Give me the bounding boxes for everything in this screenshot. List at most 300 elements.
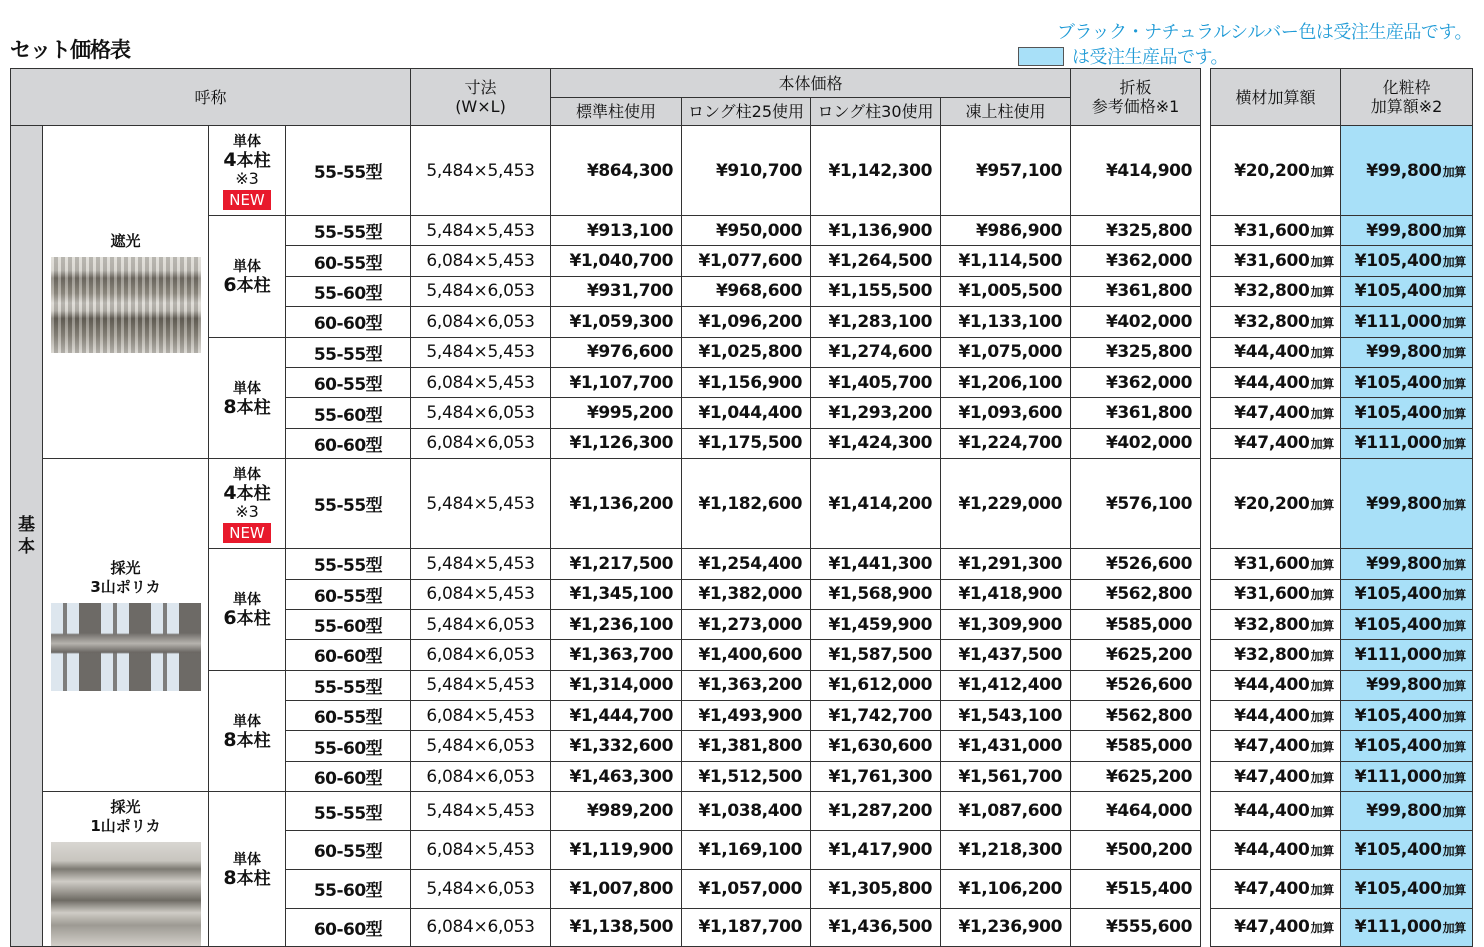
- add-suffix: 加算: [1442, 164, 1466, 179]
- standard-post-price: ¥1,363,700: [551, 640, 682, 670]
- frost-post-price: ¥1,543,100: [941, 701, 1071, 731]
- folded-plate-price: ¥526,600: [1071, 670, 1201, 700]
- add-suffix: 加算: [1442, 497, 1466, 512]
- cross-member-price: [1211, 731, 1341, 761]
- dimension-cell: 5,484×6,053: [411, 609, 551, 639]
- decorative-frame-amount: ¥99,800: [1366, 553, 1442, 574]
- post-config-prefix: 単体: [233, 380, 261, 397]
- cross-member-price: [1211, 869, 1341, 908]
- column-gap: [1201, 640, 1211, 670]
- cross-member-price: [1211, 831, 1341, 870]
- model-cell: 55-60型: [286, 609, 411, 639]
- standard-post-price: ¥1,236,100: [551, 609, 682, 639]
- cross-member-amount: ¥31,600: [1234, 553, 1310, 574]
- header-long-post-30: ロング柱30使用: [811, 98, 941, 126]
- column-gap: [1201, 908, 1211, 947]
- add-suffix: 加算: [1310, 437, 1334, 452]
- dimension-cell: 6,084×5,453: [411, 579, 551, 609]
- post-unit: 本柱: [236, 483, 271, 504]
- folded-plate-price: ¥325,800: [1071, 337, 1201, 367]
- column-gap: [1201, 337, 1211, 367]
- long-post-30-price: ¥1,612,000: [811, 670, 941, 700]
- folded-plate-price: ¥500,200: [1071, 831, 1201, 870]
- decorative-frame-amount: ¥111,000: [1354, 311, 1442, 332]
- cross-member-price: [1211, 367, 1341, 397]
- column-gap: [1201, 126, 1211, 216]
- post-count: 8: [223, 728, 237, 751]
- cross-member-amount: ¥47,400: [1234, 878, 1310, 899]
- add-suffix: 加算: [1310, 557, 1334, 572]
- add-suffix: 加算: [1442, 921, 1466, 936]
- long-post-30-price: ¥1,287,200: [811, 792, 941, 831]
- frost-post-price: ¥1,087,600: [941, 792, 1071, 831]
- standard-post-price: ¥1,444,700: [551, 701, 682, 731]
- header-frost-post: 凍上柱使用: [941, 98, 1071, 126]
- cross-member-price: [1211, 670, 1341, 700]
- roof-type: 採光: [110, 798, 141, 817]
- long-post-25-price: ¥1,512,500: [682, 761, 811, 791]
- decorative-frame-price: [1341, 731, 1473, 761]
- add-suffix: 加算: [1310, 921, 1334, 936]
- roof-photo: [51, 257, 201, 353]
- model-cell: 60-60型: [286, 761, 411, 791]
- frost-post-price: ¥1,133,100: [941, 307, 1071, 337]
- post-unit: 本柱: [236, 609, 271, 630]
- dimension-cell: 6,084×6,053: [411, 761, 551, 791]
- post-config-prefix: 単体: [233, 592, 261, 609]
- long-post-25-price: ¥1,254,400: [682, 549, 811, 579]
- add-suffix: 加算: [1442, 740, 1466, 755]
- cross-member-amount: ¥47,400: [1234, 736, 1310, 757]
- post-config-cell: [209, 459, 286, 549]
- standard-post-price: ¥1,345,100: [551, 579, 682, 609]
- post-config-cell: [209, 216, 286, 338]
- decorative-frame-price: [1341, 579, 1473, 609]
- table-row: [11, 670, 1473, 700]
- cross-member-price: [1211, 337, 1341, 367]
- dimension-cell: 6,084×5,453: [411, 246, 551, 276]
- roof-type-cell: [43, 459, 209, 792]
- price-table-body: [11, 126, 1473, 947]
- dimension-cell: 5,484×5,453: [411, 792, 551, 831]
- add-suffix: 加算: [1310, 224, 1334, 239]
- dimension-cell: 5,484×5,453: [411, 126, 551, 216]
- long-post-30-price: ¥1,742,700: [811, 701, 941, 731]
- decorative-frame-amount: ¥105,400: [1354, 705, 1442, 726]
- decorative-frame-amount: ¥105,400: [1354, 251, 1442, 272]
- folded-plate-price: ¥562,800: [1071, 701, 1201, 731]
- folded-plate-price: ¥576,100: [1071, 459, 1201, 549]
- standard-post-price: ¥1,217,500: [551, 549, 682, 579]
- add-suffix: 加算: [1310, 679, 1334, 694]
- dimension-cell: 5,484×6,053: [411, 398, 551, 428]
- add-suffix: 加算: [1442, 376, 1466, 391]
- decorative-frame-price: [1341, 276, 1473, 306]
- table-row: [11, 792, 1473, 831]
- frost-post-price: ¥1,437,500: [941, 640, 1071, 670]
- folded-plate-price: ¥562,800: [1071, 579, 1201, 609]
- model-cell: 60-60型: [286, 640, 411, 670]
- post-config-prefix: 単体: [233, 713, 261, 730]
- cross-member-price: [1211, 246, 1341, 276]
- decorative-frame-price: [1341, 869, 1473, 908]
- standard-post-price: ¥1,463,300: [551, 761, 682, 791]
- decorative-frame-amount: ¥99,800: [1366, 675, 1442, 696]
- long-post-25-price: ¥1,175,500: [682, 428, 811, 458]
- column-gap: [1201, 367, 1211, 397]
- decorative-frame-amount: ¥105,400: [1354, 736, 1442, 757]
- frost-post-price: ¥1,431,000: [941, 731, 1071, 761]
- post-unit: 本柱: [236, 397, 271, 418]
- post-count: 8: [223, 867, 237, 890]
- standard-post-price: ¥1,136,200: [551, 459, 682, 549]
- add-suffix: 加算: [1442, 557, 1466, 572]
- cross-member-price: [1211, 216, 1341, 246]
- cross-member-amount: ¥44,400: [1234, 372, 1310, 393]
- cross-member-amount: ¥47,400: [1234, 766, 1310, 787]
- cross-member-amount: ¥44,400: [1234, 801, 1310, 822]
- dimension-cell: 5,484×5,453: [411, 216, 551, 246]
- long-post-30-price: ¥1,405,700: [811, 367, 941, 397]
- cross-member-price: [1211, 640, 1341, 670]
- decorative-frame-price: [1341, 670, 1473, 700]
- header-deco-line2: 加算額※2: [1370, 97, 1443, 116]
- long-post-30-price: ¥1,283,100: [811, 307, 941, 337]
- decorative-frame-amount: ¥105,400: [1354, 839, 1442, 860]
- long-post-30-price: ¥1,441,300: [811, 549, 941, 579]
- long-post-30-price: ¥1,436,500: [811, 908, 941, 947]
- long-post-30-price: ¥1,761,300: [811, 761, 941, 791]
- column-gap: [1201, 731, 1211, 761]
- frost-post-price: ¥957,100: [941, 126, 1071, 216]
- column-gap: [1201, 276, 1211, 306]
- decorative-frame-price: [1341, 337, 1473, 367]
- long-post-30-price: ¥1,630,600: [811, 731, 941, 761]
- post-count: 4: [223, 481, 237, 504]
- model-cell: 55-55型: [286, 792, 411, 831]
- decorative-frame-price: [1341, 246, 1473, 276]
- add-suffix: 加算: [1310, 346, 1334, 361]
- cross-member-price: [1211, 549, 1341, 579]
- long-post-30-price: ¥1,264,500: [811, 246, 941, 276]
- folded-plate-price: ¥402,000: [1071, 428, 1201, 458]
- long-post-25-price: ¥968,600: [682, 276, 811, 306]
- frost-post-price: ¥1,236,900: [941, 908, 1071, 947]
- decorative-frame-amount: ¥105,400: [1354, 372, 1442, 393]
- roof-type-cell: [43, 792, 209, 947]
- add-suffix: 加算: [1310, 843, 1334, 858]
- decorative-frame-price: [1341, 640, 1473, 670]
- model-cell: 55-55型: [286, 670, 411, 700]
- cross-member-amount: ¥44,400: [1234, 839, 1310, 860]
- dimension-cell: 6,084×5,453: [411, 701, 551, 731]
- long-post-25-price: ¥1,156,900: [682, 367, 811, 397]
- add-suffix: 加算: [1310, 376, 1334, 391]
- decorative-frame-price: [1341, 701, 1473, 731]
- cross-member-amount: ¥31,600: [1234, 251, 1310, 272]
- column-gap: [1201, 307, 1211, 337]
- decorative-frame-price: [1341, 367, 1473, 397]
- page-title: セット価格表: [10, 38, 130, 62]
- add-suffix: 加算: [1442, 770, 1466, 785]
- standard-post-price: ¥913,100: [551, 216, 682, 246]
- model-cell: 60-60型: [286, 908, 411, 947]
- frost-post-price: ¥1,412,400: [941, 670, 1071, 700]
- post-unit: 本柱: [236, 730, 271, 751]
- post-config-prefix: 単体: [233, 852, 261, 869]
- decorative-frame-amount: ¥105,400: [1354, 281, 1442, 302]
- decorative-frame-amount: ¥99,800: [1366, 342, 1442, 363]
- folded-plate-price: ¥515,400: [1071, 869, 1201, 908]
- cross-member-amount: ¥47,400: [1234, 403, 1310, 424]
- dimension-cell: 6,084×6,053: [411, 428, 551, 458]
- decorative-frame-price: [1341, 428, 1473, 458]
- long-post-25-price: ¥1,077,600: [682, 246, 811, 276]
- dimension-cell: 6,084×6,053: [411, 307, 551, 337]
- post-config-prefix: 単体: [233, 466, 261, 483]
- long-post-25-price: ¥950,000: [682, 216, 811, 246]
- cross-member-price: [1211, 761, 1341, 791]
- frost-post-price: ¥986,900: [941, 216, 1071, 246]
- header-name: 呼称: [11, 69, 411, 126]
- table-row: [11, 216, 1473, 246]
- long-post-30-price: ¥1,136,900: [811, 216, 941, 246]
- cross-member-price: [1211, 459, 1341, 549]
- model-cell: 55-55型: [286, 337, 411, 367]
- header-deco-line1: 化粧枠: [1382, 78, 1431, 97]
- folded-plate-price: ¥325,800: [1071, 216, 1201, 246]
- cross-member-price: [1211, 579, 1341, 609]
- add-suffix: 加算: [1310, 407, 1334, 422]
- swatch-legend: [1018, 43, 1228, 69]
- decorative-frame-amount: ¥105,400: [1354, 403, 1442, 424]
- cross-member-amount: ¥32,800: [1234, 644, 1310, 665]
- standard-post-price: ¥931,700: [551, 276, 682, 306]
- cross-member-amount: ¥44,400: [1234, 342, 1310, 363]
- decorative-frame-amount: ¥105,400: [1354, 878, 1442, 899]
- cross-member-price: [1211, 307, 1341, 337]
- long-post-30-price: ¥1,305,800: [811, 869, 941, 908]
- model-cell: 60-55型: [286, 246, 411, 276]
- roof-type-sub: 1山ポリカ: [90, 817, 161, 836]
- add-suffix: 加算: [1310, 588, 1334, 603]
- long-post-25-price: ¥1,057,000: [682, 869, 811, 908]
- long-post-25-price: ¥1,400,600: [682, 640, 811, 670]
- standard-post-price: ¥1,332,600: [551, 731, 682, 761]
- header-folded-plate: [1071, 69, 1201, 126]
- cross-member-amount: ¥31,600: [1234, 220, 1310, 241]
- model-cell: 60-55型: [286, 367, 411, 397]
- frost-post-price: ¥1,291,300: [941, 549, 1071, 579]
- long-post-25-price: ¥1,182,600: [682, 459, 811, 549]
- column-gap: [1201, 869, 1211, 908]
- post-config-prefix: 単体: [233, 133, 261, 150]
- decorative-frame-price: [1341, 398, 1473, 428]
- roof-type: 採光: [110, 559, 141, 578]
- standard-post-price: ¥1,107,700: [551, 367, 682, 397]
- add-suffix: 加算: [1310, 315, 1334, 330]
- long-post-25-price: ¥1,363,200: [682, 670, 811, 700]
- header-standard-post: 標準柱使用: [551, 98, 682, 126]
- post-unit: 本柱: [236, 869, 271, 890]
- add-suffix: 加算: [1442, 346, 1466, 361]
- add-suffix: 加算: [1310, 882, 1334, 897]
- decorative-frame-price: [1341, 549, 1473, 579]
- cross-member-amount: ¥31,600: [1234, 584, 1310, 605]
- standard-post-price: ¥1,314,000: [551, 670, 682, 700]
- long-post-30-price: ¥1,414,200: [811, 459, 941, 549]
- frost-post-price: ¥1,106,200: [941, 869, 1071, 908]
- cross-member-amount: ¥20,200: [1234, 160, 1310, 181]
- roof-photo: [51, 603, 201, 691]
- post-count: 6: [223, 607, 237, 630]
- decorative-frame-price: [1341, 216, 1473, 246]
- column-gap: [1201, 579, 1211, 609]
- column-gap: [1201, 831, 1211, 870]
- standard-post-price: ¥1,059,300: [551, 307, 682, 337]
- decorative-frame-price: [1341, 908, 1473, 947]
- model-cell: 55-55型: [286, 549, 411, 579]
- add-suffix: 加算: [1442, 618, 1466, 633]
- post-config-cell: [209, 792, 286, 947]
- add-suffix: 加算: [1310, 164, 1334, 179]
- add-suffix: 加算: [1442, 224, 1466, 239]
- add-suffix: 加算: [1310, 497, 1334, 512]
- folded-plate-price: ¥625,200: [1071, 761, 1201, 791]
- cross-member-price: [1211, 126, 1341, 216]
- add-suffix: 加算: [1442, 588, 1466, 603]
- column-gap: [1201, 792, 1211, 831]
- frost-post-price: ¥1,093,600: [941, 398, 1071, 428]
- frost-post-price: ¥1,075,000: [941, 337, 1071, 367]
- folded-plate-price: ¥361,800: [1071, 276, 1201, 306]
- folded-plate-price: ¥585,000: [1071, 731, 1201, 761]
- frost-post-price: ¥1,206,100: [941, 367, 1071, 397]
- long-post-25-price: ¥1,044,400: [682, 398, 811, 428]
- dimension-cell: 5,484×5,453: [411, 549, 551, 579]
- standard-post-price: ¥1,119,900: [551, 831, 682, 870]
- decorative-frame-amount: ¥111,000: [1354, 766, 1442, 787]
- model-cell: 55-60型: [286, 731, 411, 761]
- dimension-cell: 5,484×5,453: [411, 670, 551, 700]
- roof-type-cell: [43, 126, 209, 459]
- swatch-legend-text: は受注生産品です。: [1072, 47, 1229, 68]
- header-dim-line2: (W×L): [455, 97, 506, 116]
- long-post-25-price: ¥1,382,000: [682, 579, 811, 609]
- model-cell: 60-55型: [286, 579, 411, 609]
- add-suffix: 加算: [1310, 805, 1334, 820]
- cross-member-price: [1211, 276, 1341, 306]
- long-post-30-price: ¥1,417,900: [811, 831, 941, 870]
- column-gap: [1201, 459, 1211, 549]
- frost-post-price: ¥1,229,000: [941, 459, 1071, 549]
- long-post-30-price: ¥1,568,900: [811, 579, 941, 609]
- roof-type: 遮光: [110, 231, 141, 250]
- decorative-frame-amount: ¥111,000: [1354, 917, 1442, 938]
- header-decorative-frame: [1341, 69, 1473, 126]
- standard-post-price: ¥1,138,500: [551, 908, 682, 947]
- long-post-25-price: ¥1,025,800: [682, 337, 811, 367]
- model-cell: 55-55型: [286, 126, 411, 216]
- folded-plate-price: ¥402,000: [1071, 307, 1201, 337]
- folded-plate-price: ¥362,000: [1071, 246, 1201, 276]
- decorative-frame-amount: ¥99,800: [1366, 220, 1442, 241]
- category-basic: [11, 126, 43, 947]
- post-note: ※3: [235, 168, 259, 188]
- folded-plate-price: ¥464,000: [1071, 792, 1201, 831]
- cross-member-price: [1211, 398, 1341, 428]
- header-body-price: 本体価格: [551, 69, 1071, 98]
- cross-member-amount: ¥20,200: [1234, 493, 1310, 514]
- new-badge: NEW: [223, 523, 271, 543]
- long-post-25-price: ¥1,273,000: [682, 609, 811, 639]
- model-cell: 60-60型: [286, 428, 411, 458]
- dimension-cell: 6,084×6,053: [411, 908, 551, 947]
- category-char: 本: [18, 537, 35, 558]
- post-config-cell: [209, 337, 286, 459]
- header-fold-line1: 折板: [1119, 78, 1152, 97]
- add-suffix: 加算: [1442, 255, 1466, 270]
- post-count: 8: [223, 395, 237, 418]
- dimension-cell: 5,484×6,053: [411, 869, 551, 908]
- header-dimensions: [411, 69, 551, 126]
- column-gap: [1201, 549, 1211, 579]
- dimension-cell: 5,484×6,053: [411, 276, 551, 306]
- post-config-prefix: 単体: [233, 259, 261, 276]
- model-cell: 60-55型: [286, 831, 411, 870]
- table-row: [11, 459, 1473, 549]
- dimension-cell: 5,484×5,453: [411, 337, 551, 367]
- column-gap: [1201, 701, 1211, 731]
- cross-member-price: [1211, 701, 1341, 731]
- table-row: [11, 126, 1473, 216]
- decorative-frame-price: [1341, 459, 1473, 549]
- frost-post-price: ¥1,218,300: [941, 831, 1071, 870]
- decorative-frame-price: [1341, 831, 1473, 870]
- model-cell: 55-60型: [286, 276, 411, 306]
- column-gap: [1201, 69, 1211, 126]
- decorative-frame-price: [1341, 126, 1473, 216]
- cross-member-price: [1211, 428, 1341, 458]
- add-suffix: 加算: [1442, 882, 1466, 897]
- cross-member-amount: ¥47,400: [1234, 433, 1310, 454]
- decorative-frame-amount: ¥111,000: [1354, 433, 1442, 454]
- set-price-table: [10, 68, 1473, 947]
- long-post-30-price: ¥1,293,200: [811, 398, 941, 428]
- cross-member-amount: ¥47,400: [1234, 917, 1310, 938]
- long-post-25-price: ¥1,493,900: [682, 701, 811, 731]
- model-cell: 55-60型: [286, 869, 411, 908]
- model-cell: 60-55型: [286, 701, 411, 731]
- model-cell: 55-55型: [286, 216, 411, 246]
- frost-post-price: ¥1,005,500: [941, 276, 1071, 306]
- decorative-frame-amount: ¥99,800: [1366, 493, 1442, 514]
- made-to-order-note: ブラック・ナチュラルシルバー色は受注生産品です。: [1057, 22, 1472, 43]
- header-fold-line2: 参考価格※1: [1091, 97, 1180, 116]
- column-gap: [1201, 246, 1211, 276]
- add-suffix: 加算: [1442, 437, 1466, 452]
- standard-post-price: ¥1,126,300: [551, 428, 682, 458]
- standard-post-price: ¥1,007,800: [551, 869, 682, 908]
- cross-member-amount: ¥44,400: [1234, 675, 1310, 696]
- add-suffix: 加算: [1442, 407, 1466, 422]
- long-post-25-price: ¥1,038,400: [682, 792, 811, 831]
- add-suffix: 加算: [1442, 315, 1466, 330]
- column-gap: [1201, 428, 1211, 458]
- folded-plate-price: ¥526,600: [1071, 549, 1201, 579]
- dimension-cell: 5,484×5,453: [411, 459, 551, 549]
- post-config-cell: [209, 549, 286, 671]
